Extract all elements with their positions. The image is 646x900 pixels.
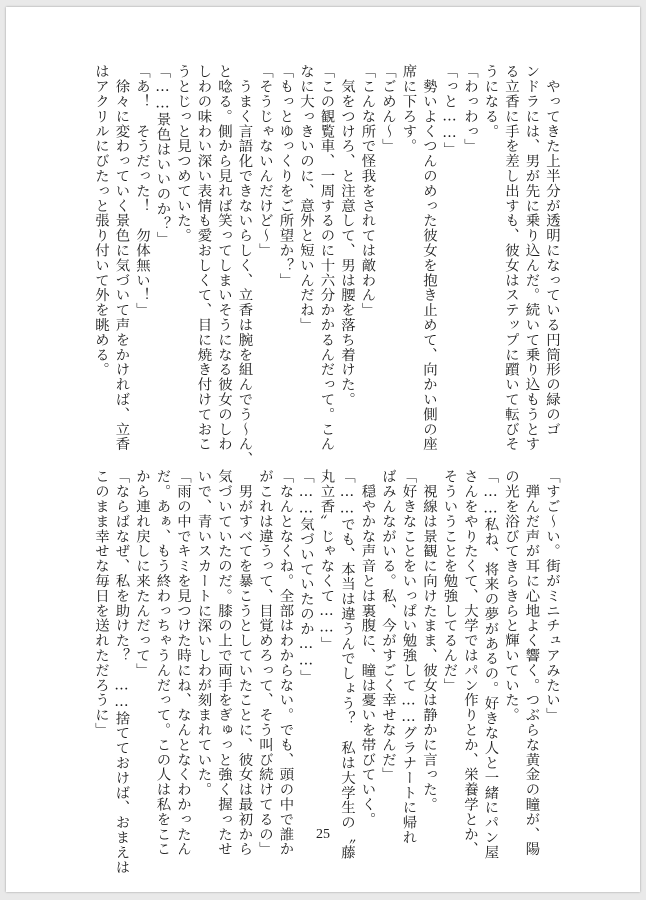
text-line: ンドラには、男が先に乗り込んだ。続いて乗り込もうとす — [523, 64, 540, 452]
text-line: だ。あぁ、もう終わっちゃうんだって。この人は私をここ — [154, 469, 171, 857]
text-line: うとじっと見つめていた。 — [175, 64, 191, 243]
text-line: 徐々に変わっていく景色に気づいて声をかければ、立香 — [113, 64, 130, 452]
book-page — [6, 7, 640, 892]
text-line: やってきた上半分が透明になっている円筒形の緑のゴ — [544, 64, 560, 437]
text-line: の光を浴びてきらきらと輝いていた。 — [503, 469, 519, 723]
text-line: 弾んだ声が耳に心地よく響く。つぶらな黄金の瞳が、陽 — [523, 469, 540, 857]
text-line: 「っと……」 — [441, 64, 458, 157]
text-line: はアクリルにびたっと張り付いて外を眺める。 — [93, 64, 109, 377]
text-line: うまく言語化できないらしく、立香は腕を組んでう〜ん、 — [236, 64, 253, 467]
text-line: 「こんな所で怪我をされては敵わん」 — [359, 64, 376, 318]
text-line: る立香に手を差し出すも、彼女はステップに躓いて転びそ — [503, 64, 519, 452]
text-line: 視線は景観に向けたまま、彼女は静かに言った。 — [421, 469, 437, 812]
text-line: 「……気づいていたのか……」 — [298, 469, 314, 684]
text-line: 勢いよくつんのめった彼女を抱き止めて、向かい側の座 — [421, 64, 437, 452]
text-line: 「ならばなぜ、私を助けた？ ……捨てておけば、おまえは — [113, 469, 130, 875]
text-line: 気をつけろ、と注意して、男は腰を落ち着けた。 — [339, 64, 355, 407]
text-line: 席に下ろす。 — [400, 64, 417, 154]
page-number: 25 — [316, 827, 330, 842]
text-line: 「あ！ そうだった！ 勿体無い！」 — [134, 64, 150, 318]
text-line: そういうことを勉強してるんだ」 — [441, 469, 458, 693]
text-line: ばみんながいる。私、今がすごく幸せなんだ」 — [380, 469, 396, 782]
text-block-top — [91, 64, 563, 467]
text-line: から連れ戻しに来たんだって」 — [134, 469, 150, 678]
text-line: 「この観覧車、一周するのに十六分かかるんだって。こん — [318, 64, 335, 452]
text-line: がこれは違うって、目覚めろって、そう叫び続けてるの」 — [257, 469, 273, 857]
text-line: 丸立香〟じゃなくて……」 — [318, 469, 335, 651]
text-line: 「すご〜い。街がミニチュアみたい」 — [544, 469, 560, 723]
text-line: 「……景色はいいのか？」 — [154, 64, 171, 246]
text-line: 「ごめん〜」 — [380, 64, 396, 154]
text-line: 「雨の中でキミを見つけた時にね、なんとなくわかったん — [175, 469, 191, 857]
text-line: 「……でも、本当は違うんでしょう？ 私は大学生の〝藤 — [339, 469, 355, 860]
text-block-bottom — [91, 469, 563, 875]
text-line: いで、青いスカートに深いしわが刻まれていた。 — [195, 469, 212, 797]
text-line: 「……私ね、将来の夢があるの。好きな人と一緒にパン屋 — [482, 469, 499, 860]
text-line: 男がすべてを暴こうとしていたことに、彼女は最初から — [236, 469, 253, 857]
text-line: 気づいていたのだ。膝の上で両手をぎゅっと強く握ったせ — [216, 469, 232, 857]
text-line: と唸る。側から見れば笑ってしまいそうになる彼女のしわ — [216, 64, 232, 452]
text-line: しわの味わい深い表情も愛おしくて、目に焼き付けておこ — [195, 64, 212, 452]
text-line: なに大っきいのに、意外と短いんだね」 — [298, 64, 314, 333]
text-line: このまま幸せな毎日を送れただろうに」 — [93, 469, 109, 738]
text-line: 「わっわっ」 — [462, 64, 478, 154]
text-line: うになる。 — [482, 64, 499, 139]
text-line: さんをやりたくて、大学ではパン作りとか、栄養学とか、 — [462, 469, 478, 857]
text-line: 「なんとなくね。全部はわからない。でも、頭の中で誰か — [277, 469, 294, 857]
text-line: 「もっとゆっくりをご所望か？」 — [277, 64, 294, 288]
text-line: 「好きなことをいっぱい勉強して……グラナートに帰れ — [400, 469, 417, 845]
text-line: 「そうじゃないんだけど〜」 — [257, 64, 273, 258]
text-line: 穏やかな声音とは裏腹に、瞳は憂いを帯びていく。 — [359, 469, 376, 827]
